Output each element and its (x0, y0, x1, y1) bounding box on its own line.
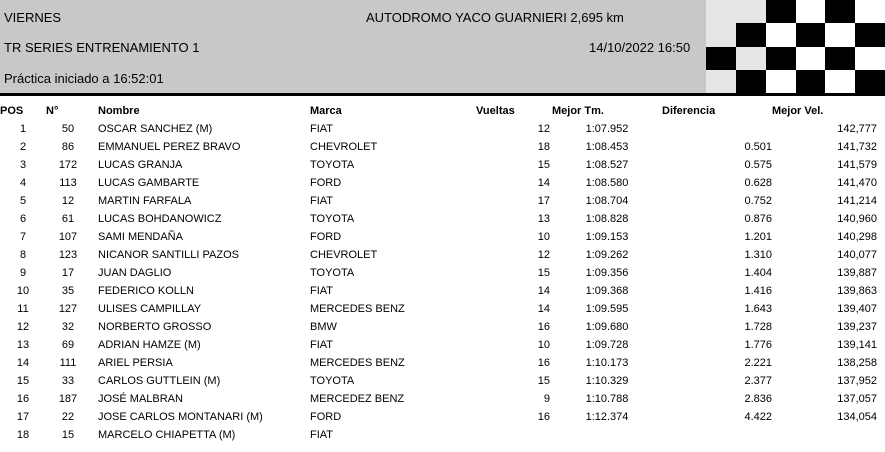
best-time-cell: 1:09.728 (585, 339, 629, 351)
best-time-cell: 1:09.368 (585, 285, 629, 297)
car-number-cell: 111 (59, 357, 77, 369)
flag-square (736, 0, 766, 23)
table-row (0, 192, 885, 210)
position-cell: 14 (16, 357, 30, 369)
driver-name-cell: CARLOS GUTTLEIN (M) (98, 375, 221, 387)
laps-cell: 12 (537, 249, 550, 261)
car-number-cell: 127 (58, 303, 78, 315)
car-number-cell: 172 (58, 159, 78, 171)
table-row (0, 318, 885, 336)
position-cell: 2 (19, 141, 27, 153)
best-speed-cell: 139,407 (837, 303, 877, 315)
flag-square (796, 70, 826, 93)
checkered-flag-icon (706, 0, 885, 93)
table-row (0, 174, 885, 192)
difference-cell: 0.575 (744, 159, 772, 171)
laps-cell: 18 (537, 141, 550, 153)
best-speed-cell: 138,258 (837, 357, 877, 369)
laps-cell: 14 (537, 285, 550, 297)
column-header-brand: Marca (310, 105, 342, 117)
car-number-cell: 107 (58, 231, 78, 243)
table-row (0, 120, 885, 138)
car-number-cell: 50 (61, 123, 75, 135)
best-speed-cell: 140,960 (837, 213, 877, 225)
best-speed-cell: 139,141 (837, 339, 877, 351)
flag-square (766, 47, 796, 70)
brand-cell: FIAT (310, 285, 334, 297)
table-row (0, 282, 885, 300)
difference-cell: 1.310 (744, 249, 772, 261)
car-number-cell: 15 (61, 429, 75, 441)
laps-cell: 12 (537, 123, 550, 135)
table-row (0, 390, 885, 408)
driver-name-cell: LUCAS BOHDANOWICZ (98, 213, 222, 225)
best-time-cell: 1:10.329 (585, 375, 629, 387)
difference-cell: 1.728 (744, 321, 772, 333)
table-row (0, 228, 885, 246)
flag-square (855, 0, 885, 23)
laps-cell: 10 (537, 339, 550, 351)
difference-cell: 1.416 (744, 285, 772, 297)
session-title: TR SERIES ENTRENAMIENTO 1 (4, 40, 200, 55)
difference-cell (662, 426, 772, 444)
brand-cell: CHEVROLET (310, 141, 378, 153)
position-cell: 9 (19, 267, 27, 279)
position-cell: 18 (16, 429, 30, 441)
laps-cell: 14 (537, 303, 550, 315)
column-header-best-time: Mejor Tm. (552, 105, 604, 117)
best-time-cell: 1:08.527 (585, 159, 629, 171)
table-row (0, 336, 885, 354)
table-row (0, 264, 885, 282)
laps-cell: 9 (543, 393, 550, 405)
laps-cell: 16 (537, 357, 550, 369)
flag-square (706, 47, 736, 70)
best-speed-cell: 139,237 (837, 321, 877, 333)
best-speed-cell: 140,077 (837, 249, 877, 261)
position-cell: 15 (16, 375, 30, 387)
best-speed-cell: 141,214 (837, 195, 877, 207)
flag-square (766, 70, 796, 93)
best-speed-cell: 140,298 (837, 231, 877, 243)
best-speed-cell: 137,057 (837, 393, 877, 405)
flag-square (706, 23, 736, 46)
column-header-best-speed: Mejor Vel. (772, 105, 824, 117)
position-cell: 13 (16, 339, 30, 351)
laps-cell: 15 (537, 159, 550, 171)
position-cell: 8 (19, 249, 27, 261)
best-time-cell: 1:09.595 (585, 303, 629, 315)
driver-name-cell: ADRIAN HAMZE (M) (98, 339, 201, 351)
flag-square (855, 47, 885, 70)
results-header (0, 0, 885, 93)
column-header-number: N° (46, 105, 59, 117)
brand-cell: FORD (310, 411, 342, 423)
brand-cell: BMW (310, 321, 337, 333)
driver-name-cell: LUCAS GRANJA (98, 159, 183, 171)
best-time-cell: 1:08.453 (585, 141, 629, 153)
difference-cell: 1.404 (744, 267, 772, 279)
flag-square (766, 23, 796, 46)
difference-cell: 2.221 (744, 357, 772, 369)
car-number-cell: 12 (61, 195, 75, 207)
driver-name-cell: NORBERTO GROSSO (98, 321, 212, 333)
column-header-name: Nombre (98, 105, 140, 117)
table-row (0, 300, 885, 318)
best-time-cell: 1:09.153 (585, 231, 629, 243)
best-speed-cell: 142,777 (837, 123, 877, 135)
car-number-cell: 69 (61, 339, 75, 351)
column-header-laps: Vueltas (476, 105, 515, 117)
table-row (0, 426, 885, 444)
brand-cell: TOYOTA (310, 375, 355, 387)
day-label: VIERNES (4, 10, 62, 25)
flag-square (706, 70, 736, 93)
best-time-cell: 1:10.788 (585, 393, 629, 405)
difference-cell: 0.501 (744, 141, 772, 153)
session-datetime: 14/10/2022 16:50 (589, 40, 691, 55)
flag-square (796, 23, 826, 46)
best-speed-cell: 139,863 (837, 285, 877, 297)
best-time-cell: 1:08.704 (585, 195, 629, 207)
flag-square (796, 47, 826, 70)
brand-cell: FIAT (310, 339, 334, 351)
position-cell: 4 (19, 177, 27, 189)
best-speed-cell: 139,887 (837, 267, 877, 279)
laps-cell: 15 (537, 267, 550, 279)
position-cell: 11 (17, 303, 29, 315)
best-speed-cell: 141,579 (837, 159, 877, 171)
car-number-cell: 123 (58, 249, 78, 261)
position-cell: 12 (16, 321, 30, 333)
brand-cell: MERCEDES BENZ (310, 357, 405, 369)
best-speed-cell (772, 426, 885, 444)
table-row (0, 372, 885, 390)
position-cell: 3 (19, 159, 27, 171)
car-number-cell: 113 (59, 177, 77, 189)
difference-cell: 1.776 (744, 339, 772, 351)
results-table (0, 102, 885, 444)
car-number-cell: 17 (61, 267, 75, 279)
laps-cell: 17 (537, 195, 550, 207)
laps-cell: 15 (537, 375, 550, 387)
circuit-label: AUTODROMO YACO GUARNIERI 2,695 km (366, 10, 624, 25)
best-speed-cell: 141,732 (837, 141, 877, 153)
brand-cell: FORD (310, 177, 342, 189)
position-cell: 5 (19, 195, 27, 207)
best-time-cell: 1:09.680 (585, 321, 629, 333)
brand-cell: FIAT (310, 123, 334, 135)
flag-square (825, 47, 855, 70)
column-header-difference: Diferencia (662, 105, 716, 117)
brand-cell: MERCEDEZ BENZ (310, 393, 405, 405)
driver-name-cell: MARCELO CHIAPETTA (M) (98, 429, 236, 441)
position-cell: 10 (16, 285, 30, 297)
difference-cell: 1.643 (744, 303, 772, 315)
brand-cell: MERCEDES BENZ (310, 303, 405, 315)
difference-cell: 4.422 (744, 411, 772, 423)
position-cell: 1 (19, 123, 27, 135)
difference-cell: 0.752 (744, 195, 772, 207)
driver-name-cell: JOSE CARLOS MONTANARI (M) (98, 411, 263, 423)
position-cell: 16 (16, 393, 30, 405)
car-number-cell: 35 (61, 285, 75, 297)
car-number-cell: 22 (61, 411, 75, 423)
brand-cell: FIAT (310, 195, 334, 207)
laps-cell: 10 (537, 231, 550, 243)
table-row (0, 354, 885, 372)
laps-cell: 16 (537, 321, 550, 333)
brand-cell: TOYOTA (310, 213, 355, 225)
best-time-cell: 1:09.356 (585, 267, 629, 279)
driver-name-cell: ARIEL PERSIA (98, 357, 173, 369)
car-number-cell: 61 (61, 213, 75, 225)
driver-name-cell: OSCAR SANCHEZ (M) (98, 123, 213, 135)
driver-name-cell: NICANOR SANTILLI PAZOS (98, 249, 239, 261)
flag-square (736, 70, 766, 93)
brand-cell: TOYOTA (310, 267, 355, 279)
table-row (0, 408, 885, 426)
brand-cell: FIAT (310, 429, 334, 441)
best-time-cell: 1:10.173 (585, 357, 629, 369)
flag-square (825, 0, 855, 23)
driver-name-cell: ULISES CAMPILLAY (98, 303, 202, 315)
brand-cell: CHEVROLET (310, 249, 378, 261)
flag-square (825, 23, 855, 46)
driver-name-cell: LUCAS GAMBARTE (98, 177, 200, 189)
best-time-cell: 1:08.828 (585, 213, 629, 225)
difference-cell: 1.201 (744, 231, 772, 243)
flag-square (736, 23, 766, 46)
laps-cell: 14 (537, 177, 550, 189)
position-cell: 17 (16, 411, 30, 423)
best-speed-cell: 141,470 (837, 177, 877, 189)
car-number-cell: 33 (61, 375, 75, 387)
driver-name-cell: JUAN DAGLIO (98, 267, 172, 279)
car-number-cell: 86 (61, 141, 75, 153)
flag-square (736, 47, 766, 70)
session-start-time: Práctica iniciado a 16:52:01 (4, 71, 164, 86)
difference-cell: 2.836 (744, 393, 772, 405)
laps-cell: 13 (537, 213, 550, 225)
flag-square (825, 70, 855, 93)
column-header-pos: POS (0, 105, 24, 117)
difference-cell (662, 120, 772, 138)
brand-cell: FORD (310, 231, 342, 243)
driver-name-cell: FEDERICO KOLLN (98, 285, 194, 297)
flag-square (855, 70, 885, 93)
difference-cell: 0.628 (744, 177, 772, 189)
driver-name-cell: EMMANUEL PEREZ BRAVO (98, 141, 241, 153)
best-time-cell: 1:08.580 (585, 177, 629, 189)
table-row (0, 246, 885, 264)
best-time-cell: 1:07.952 (585, 123, 629, 135)
driver-name-cell: SAMI MENDAÑA (98, 231, 183, 243)
table-header-row (0, 102, 885, 120)
flag-square (796, 0, 826, 23)
position-cell: 7 (19, 231, 27, 243)
best-speed-cell: 137,952 (837, 375, 877, 387)
flag-square (855, 23, 885, 46)
laps-cell: 16 (537, 411, 550, 423)
table-row (0, 210, 885, 228)
best-time-cell: 1:09.262 (585, 249, 629, 261)
best-time-cell (552, 426, 662, 444)
car-number-cell: 32 (61, 321, 75, 333)
car-number-cell: 187 (58, 393, 78, 405)
position-cell: 6 (19, 213, 27, 225)
best-speed-cell: 134,054 (837, 411, 877, 423)
flag-square (766, 0, 796, 23)
difference-cell: 2.377 (744, 375, 772, 387)
driver-name-cell: MARTIN FARFALA (98, 195, 192, 207)
brand-cell: TOYOTA (310, 159, 355, 171)
table-row (0, 138, 885, 156)
best-time-cell: 1:12.374 (585, 411, 629, 423)
header-divider (0, 93, 885, 96)
flag-square (706, 0, 736, 23)
table-row (0, 156, 885, 174)
difference-cell: 0.876 (744, 213, 772, 225)
results-body (0, 120, 885, 444)
laps-cell (476, 426, 552, 444)
driver-name-cell: JOSÉ MALBRAN (98, 393, 183, 405)
